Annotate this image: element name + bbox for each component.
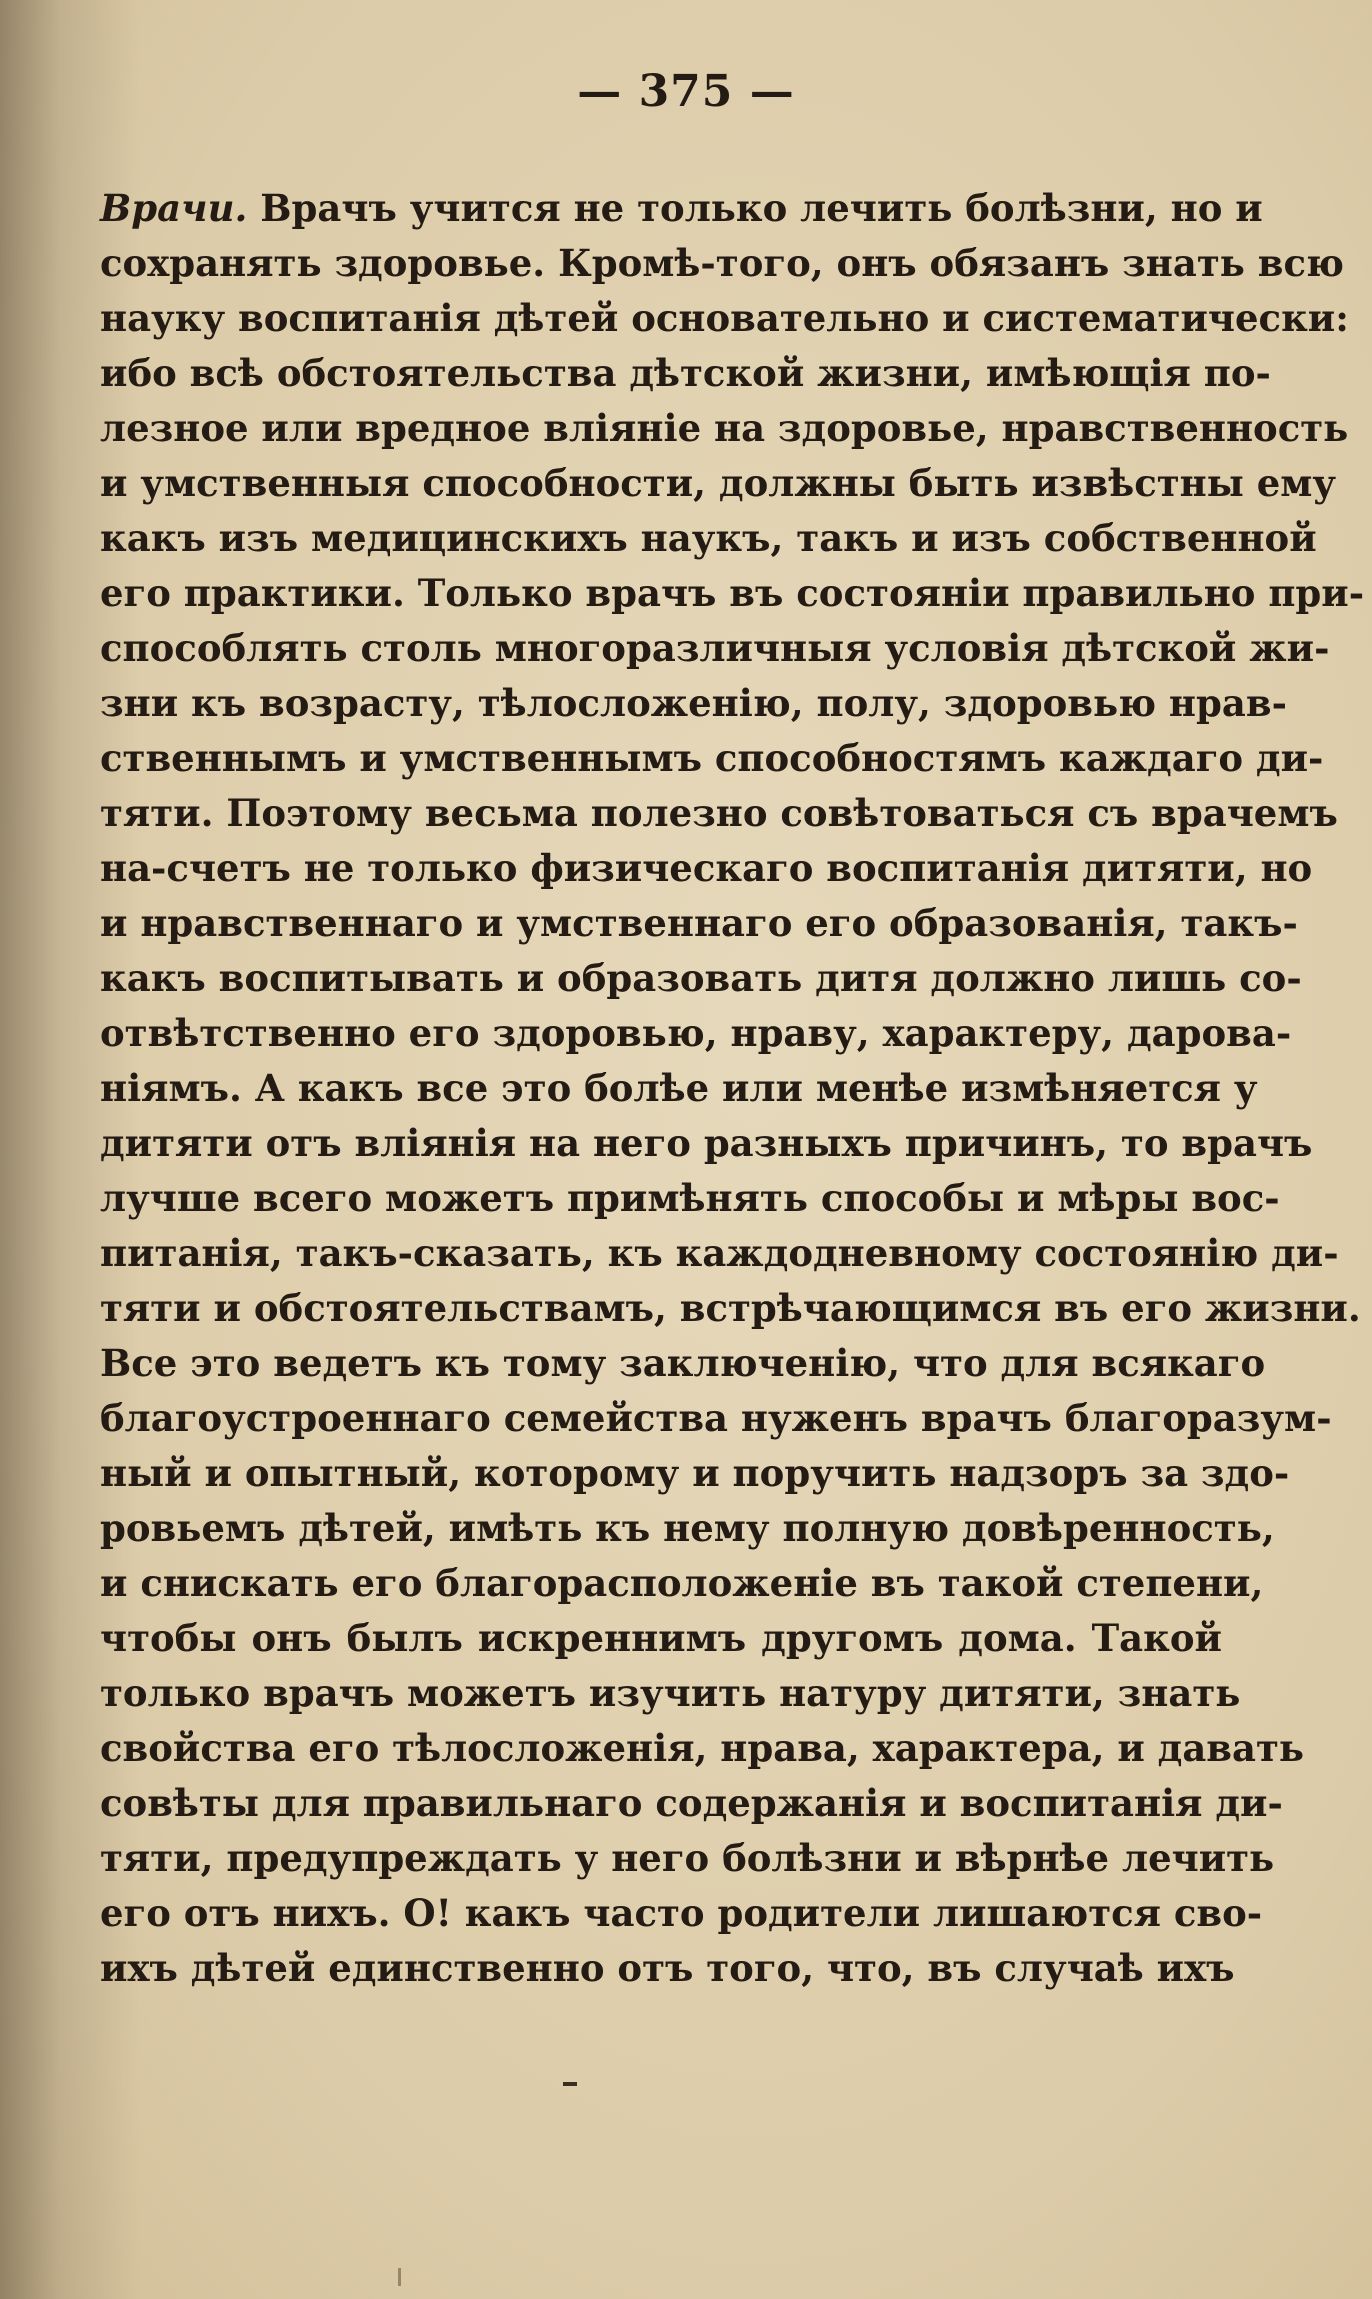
text-line: его отъ нихъ. О! какъ часто родители лишаются сво- [100, 1891, 1263, 1935]
paper-speck [398, 2268, 401, 2286]
text-line: какъ воспитывать и образовать дитя должно лишь со- [100, 956, 1302, 1000]
text-line-rest: Врачъ учится не только лечить болѣзни, но и [260, 186, 1263, 230]
text-line: и нравственнаго и умственнаго его образованія, такъ- [100, 901, 1298, 945]
text-line: способлять столь многоразличныя условія дѣтской жи- [100, 626, 1330, 670]
text-line: ибо всѣ обстоятельства дѣтской жизни, имѣющія по- [100, 351, 1271, 395]
text-line: и умственныя способности, должны быть извѣстны ему [100, 461, 1337, 505]
text-line: дитяти отъ вліянія на него разныхъ причинъ, то врачъ [100, 1121, 1313, 1165]
text-line: чтобы онъ былъ искреннимъ другомъ дома. Такой [100, 1616, 1222, 1660]
text-line: зни къ возрасту, тѣлосложенію, полу, здоровью нрав- [100, 681, 1287, 725]
section-heading: Врачи. [100, 186, 248, 230]
text-line: тяти, предупреждать у него болѣзни и вѣрнѣе лечить [100, 1836, 1275, 1880]
text-line: сохранять здоровье. Кромѣ-того, онъ обязанъ знать всю [100, 241, 1344, 285]
text-line: питанія, такъ-сказать, къ каждодневному состоянію ди- [100, 1231, 1339, 1275]
text-line [100, 180, 1263, 236]
text-line: отвѣтственно его здоровью, нраву, характеру, дарова- [100, 1011, 1292, 1055]
text-line: его практики. Только врачъ въ состояніи правильно при- [100, 571, 1365, 615]
text-line: тяти. Поэтому весьма полезно совѣтоваться съ врачемъ [100, 791, 1338, 835]
printer-mark [563, 2082, 577, 2086]
text-line: ихъ дѣтей единственно отъ того, что, въ случаѣ ихъ [100, 1946, 1235, 1990]
text-line: ственнымъ и умственнымъ способностямъ каждаго ди- [100, 736, 1324, 780]
text-line: лезное или вредное вліяніе на здоровье, нравственность [100, 406, 1349, 450]
text-line: какъ изъ медицинскихъ наукъ, такъ и изъ собственной [100, 516, 1317, 560]
text-line: Все это ведетъ къ тому заключенію, что для всякаго [100, 1341, 1266, 1385]
text-line: благоустроеннаго семейства нуженъ врачъ благоразум- [100, 1396, 1332, 1440]
text-line: ніямъ. А какъ все это болѣе или менѣе измѣняется у [100, 1066, 1258, 1110]
text-line: ный и опытный, которому и поручить надзоръ за здо- [100, 1451, 1290, 1495]
text-line: на-счетъ не только физическаго воспитанія дитяти, но [100, 846, 1313, 890]
text-line: науку воспитанія дѣтей основательно и систематически: [100, 296, 1349, 340]
text-line: свойства его тѣлосложенія, нрава, характера, и давать [100, 1726, 1305, 1770]
text-line: и снискать его благорасположеніе въ такой степени, [100, 1561, 1264, 1605]
text-line: лучше всего можетъ примѣнять способы и мѣры вос- [100, 1176, 1280, 1220]
text-line: совѣты для правильнаго содержанія и воспитанія ди- [100, 1781, 1283, 1825]
text-line: ровьемъ дѣтей, имѣть къ нему полную довѣренность, [100, 1506, 1275, 1550]
text-line: тяти и обстоятельствамъ, встрѣчающимся въ его жизни. [100, 1286, 1361, 1330]
text-line: только врачъ можетъ изучить натуру дитяти, знать [100, 1671, 1241, 1715]
page-number: — 375 — [577, 66, 795, 117]
